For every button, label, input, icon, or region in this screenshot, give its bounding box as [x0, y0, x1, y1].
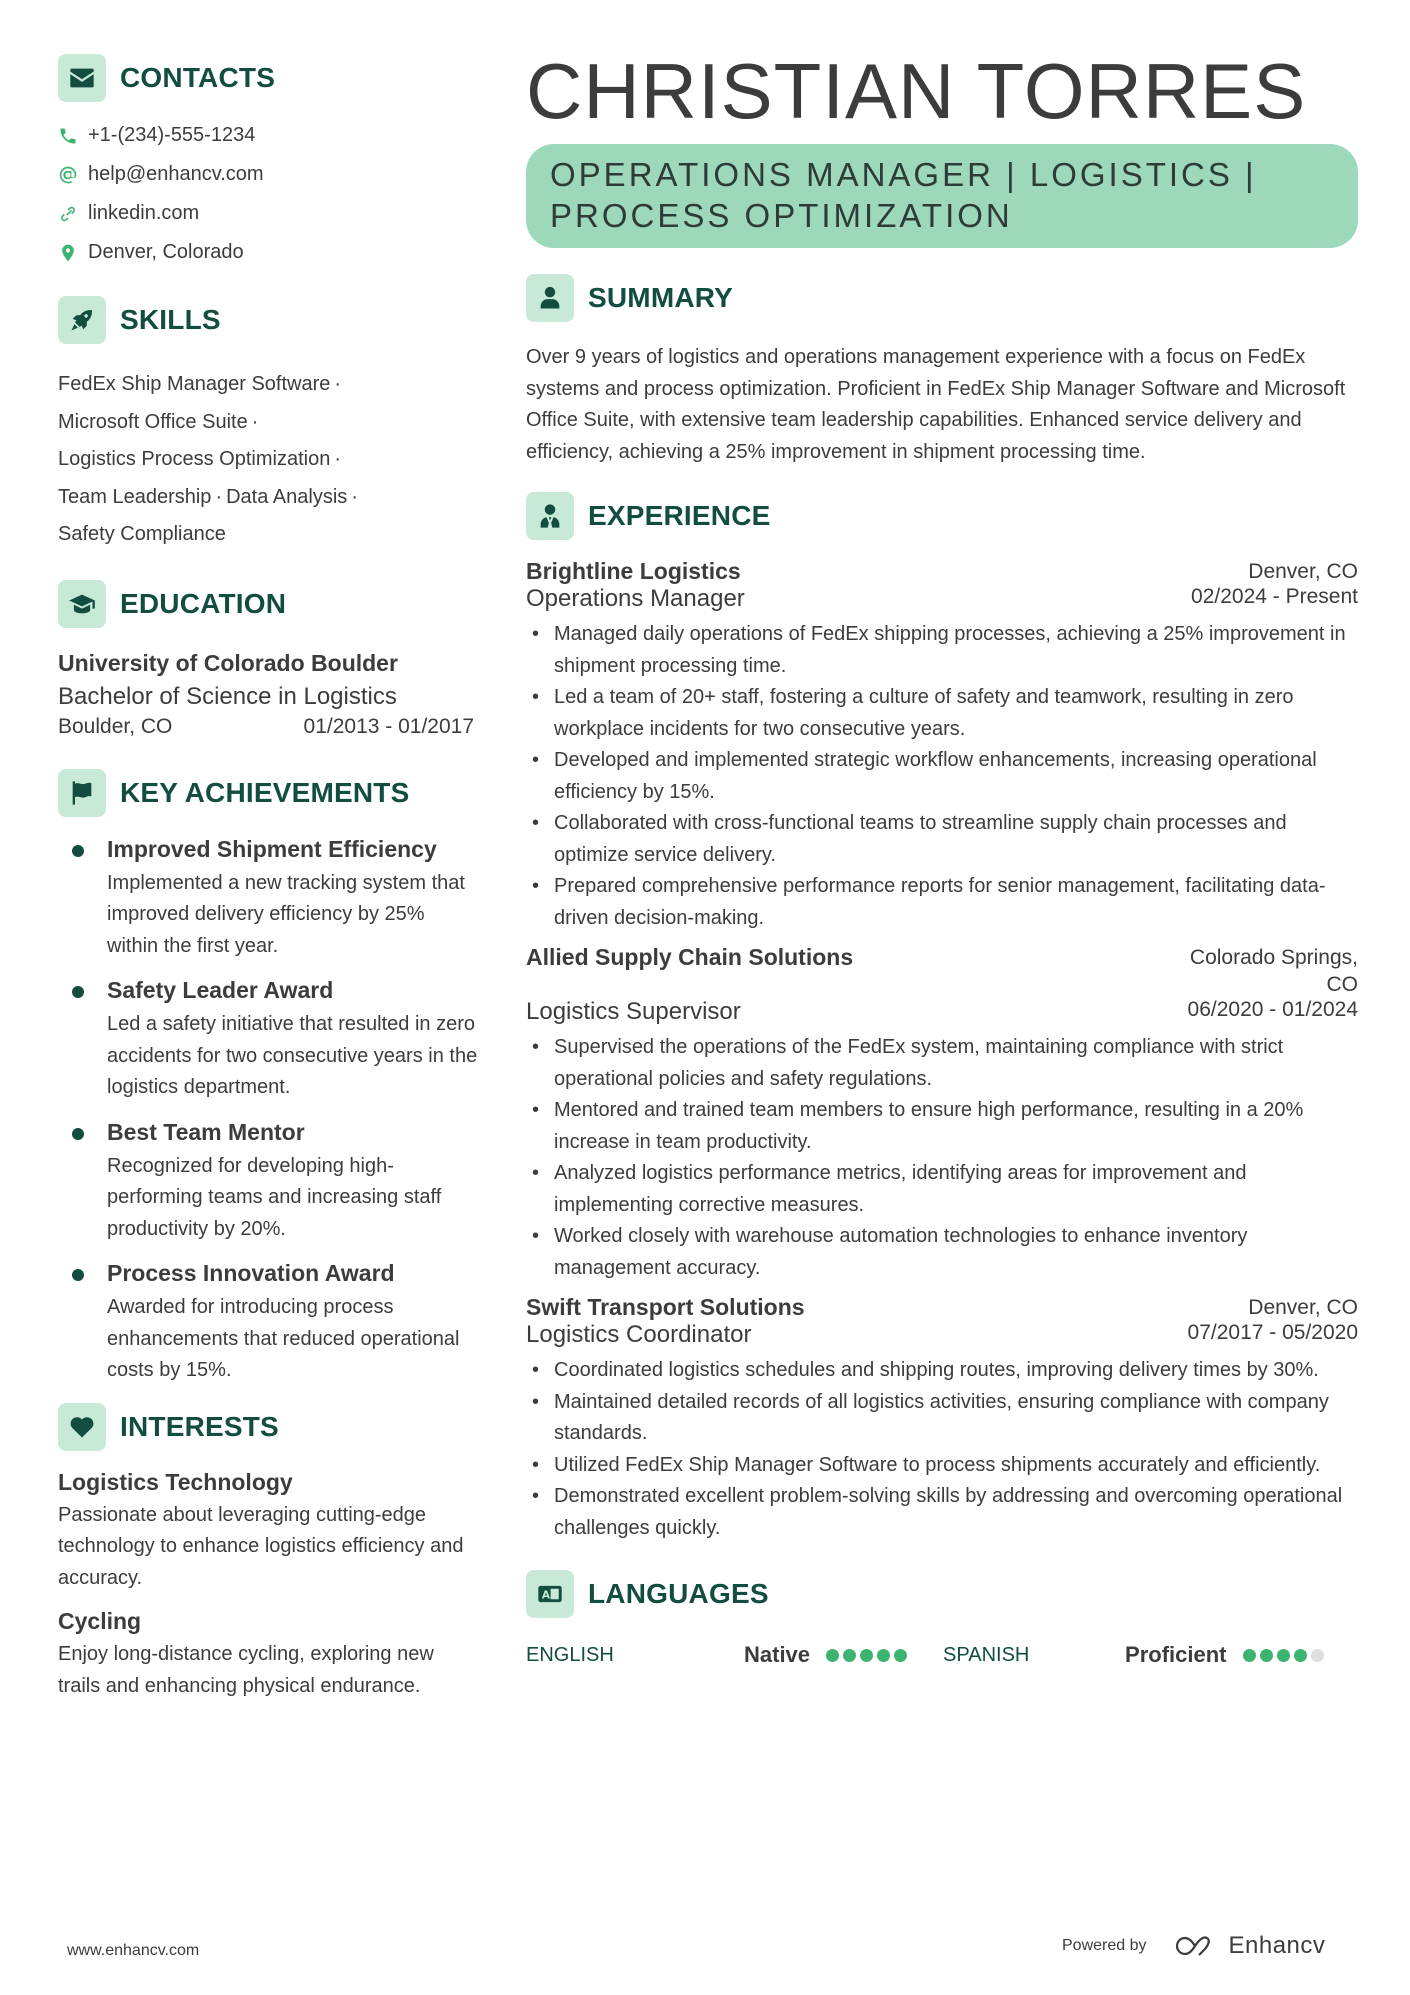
achievements-header — [58, 769, 478, 817]
footer-branding — [1062, 1932, 1325, 1960]
skill-line: Team Leadership · Data Analysis · — [58, 485, 358, 508]
school-name: University of Colorado Boulder — [58, 649, 398, 676]
contact-list — [58, 116, 478, 272]
proficiency-dots — [826, 1649, 911, 1662]
language-level: Native — [744, 1642, 811, 1667]
phone-icon — [58, 126, 78, 146]
job-subheader — [526, 1321, 1358, 1349]
achievement-title: Safety Leader Award — [107, 977, 334, 1003]
interest-item — [58, 1608, 478, 1702]
company-name: Allied Supply Chain Solutions — [526, 944, 854, 970]
language-level: Proficient — [1125, 1642, 1227, 1667]
job-bullets — [526, 1032, 1358, 1284]
job-bullet: • Utilized FedEx Ship Manager Software to process shipments accurately and efficiently. — [526, 1450, 1358, 1482]
dot-filled — [826, 1649, 839, 1662]
job-location: Denver, CO — [1248, 1296, 1358, 1319]
right-column — [526, 48, 1358, 1668]
flag-icon — [58, 769, 106, 817]
link-icon — [58, 204, 78, 224]
powered-by-label: Powered by — [1062, 1937, 1147, 1954]
achievement-title: Process Innovation Award — [107, 1260, 395, 1286]
job-bullet: • Managed daily operations of FedEx shipping processes, achieving a 25% improvement in shipment processing time. — [526, 619, 1358, 682]
job-title: OPERATIONS MANAGER | LOGISTICS | PROCESS OPTIMIZATION — [550, 156, 1257, 234]
job-bullet: • Analyzed logistics performance metrics, identifying areas for improvement and implementing corrective measures. — [526, 1158, 1358, 1221]
job-dates: 06/2020 - 01/2024 — [1187, 998, 1358, 1021]
contact-phone[interactable] — [58, 116, 478, 155]
section-title: SKILLS — [120, 304, 221, 335]
job-header — [526, 558, 1358, 585]
education-location: Boulder, CO — [58, 714, 173, 738]
education-meta — [58, 715, 474, 739]
skills-header — [58, 296, 478, 344]
dot-filled — [860, 1649, 873, 1662]
dot-filled — [1260, 1649, 1273, 1662]
contact-email[interactable] — [58, 155, 478, 194]
language-name: ENGLISH — [526, 1643, 614, 1666]
skill-item: Safety Compliance — [58, 523, 226, 545]
job-header — [526, 944, 1358, 998]
experience-section — [526, 492, 1358, 1544]
job-bullet: • Mentored and trained team members to ensure high performance, resulting in a 20% increase in team productivity. — [526, 1095, 1358, 1158]
location-pin-icon — [58, 243, 78, 263]
heart-icon — [58, 1403, 106, 1451]
dot-filled — [877, 1649, 890, 1662]
dot-filled — [894, 1649, 907, 1662]
summary-text: Over 9 years of logistics and operations management experience with a focus on FedEx systems and process optimization. Proficient in FedEx Ship Manager Software and Microsoft Office Suite, with extensive team leadership capabilities. Enhanced service delivery and efficiency, achieving a 25% improvement in shipment processing time. — [526, 346, 1346, 463]
interest-title: Logistics Technology — [58, 1468, 293, 1495]
translate-icon — [526, 1570, 574, 1618]
job-bullet: • Maintained detailed records of all logistics activities, ensuring compliance with company standards. — [526, 1387, 1358, 1450]
job-bullets — [526, 619, 1358, 934]
experience-header — [526, 492, 1358, 540]
languages-section — [526, 1570, 1358, 1668]
section-title: SUMMARY — [588, 282, 734, 313]
dot-filled — [1243, 1649, 1256, 1662]
skill-line: FedEx Ship Manager Software · — [58, 373, 342, 395]
job-role: Logistics Supervisor — [526, 998, 741, 1025]
summary-section — [526, 274, 1358, 468]
interest-title: Cycling — [58, 1608, 142, 1634]
at-icon — [58, 165, 78, 185]
skill-item: Microsoft Office Suite — [58, 410, 248, 433]
skill-line: Microsoft Office Suite · — [58, 410, 259, 433]
interests-header — [58, 1403, 478, 1451]
interests-section — [58, 1403, 478, 1703]
job-location: Colorado Springs, CO — [1189, 946, 1358, 996]
job-subheader — [526, 998, 1358, 1026]
brand-logo[interactable] — [1173, 1932, 1326, 1960]
education-section — [58, 580, 478, 739]
skills-list — [58, 366, 478, 554]
job-entry — [526, 944, 1358, 1284]
achievements-section — [58, 769, 478, 1387]
job-dates: 07/2017 - 05/2020 — [1187, 1321, 1358, 1344]
achievement-desc: Awarded for introducing process enhancements that reduced operational costs by 15%. — [107, 1296, 460, 1381]
dot-filled — [843, 1649, 856, 1662]
language-name: SPANISH — [943, 1643, 1030, 1666]
education-header — [58, 580, 478, 628]
bullet-icon — [72, 1128, 84, 1140]
graduation-cap-icon — [58, 580, 106, 628]
contact-value: +1-(234)-555-1234 — [88, 124, 256, 146]
achievement-desc: Led a safety initiative that resulted in zero accidents for two consecutive years in the logistics department. — [107, 1013, 478, 1098]
job-bullet: • Demonstrated excellent problem-solving skills by addressing and overcoming operational challenges quickly. — [526, 1481, 1358, 1544]
interest-item — [58, 1469, 478, 1595]
skill-item: Team Leadership — [58, 485, 212, 508]
achievement-item — [58, 835, 478, 963]
job-bullet: • Developed and implemented strategic workflow enhancements, increasing operational efficiency by 15%. — [526, 745, 1358, 808]
achievement-title: Improved Shipment Efficiency — [107, 835, 437, 862]
section-title: CONTACTS — [120, 62, 276, 93]
user-icon — [526, 274, 574, 322]
contacts-header — [58, 54, 478, 102]
education-dates: 01/2013 - 01/2017 — [303, 714, 474, 738]
job-entry — [526, 1294, 1358, 1544]
section-title: KEY ACHIEVEMENTS — [120, 776, 410, 808]
summary-header — [526, 274, 1358, 322]
job-entry — [526, 558, 1358, 934]
achievement-item — [58, 1118, 478, 1246]
job-bullet: • Collaborated with cross-functional teams to streamline supply chain processes and optimize service delivery. — [526, 808, 1358, 871]
bullet-icon — [72, 1269, 84, 1281]
section-title: INTERESTS — [120, 1410, 279, 1442]
achievement-list — [58, 835, 478, 1387]
interest-desc: Enjoy long-distance cycling, exploring new trails and enhancing physical endurance. — [58, 1643, 434, 1697]
job-dates: 02/2024 - Present — [1191, 585, 1358, 608]
skills-section — [58, 296, 478, 554]
skill-line — [58, 516, 478, 554]
skill-item: FedEx Ship Manager Software — [58, 373, 331, 395]
job-bullets — [526, 1355, 1358, 1544]
user-tie-icon — [526, 492, 574, 540]
contact-value: linkedin.com — [88, 202, 200, 224]
left-column — [58, 54, 478, 1702]
achievement-title: Best Team Mentor — [107, 1118, 305, 1145]
contact-value: Denver, Colorado — [88, 241, 244, 263]
language-list — [526, 1642, 1358, 1668]
bullet-icon — [72, 986, 84, 998]
achievement-desc: Recognized for developing high-performing teams and increasing staff productivity by 20%. — [107, 1154, 442, 1240]
job-bullet: • Prepared comprehensive performance reports for senior management, facilitating data-driven decision-making. — [526, 871, 1358, 934]
candidate-name: CHRISTIAN TORRES — [526, 47, 1307, 135]
job-bullet: • Supervised the operations of the FedEx system, maintaining compliance with strict operational policies and safety regulations. — [526, 1032, 1358, 1095]
job-bullet: • Led a team of 20+ staff, fostering a culture of safety and teamwork, resulting in zero workplace incidents for two consecutive years. — [526, 682, 1358, 745]
languages-header — [526, 1570, 1358, 1618]
contact-location — [58, 233, 478, 272]
achievement-desc: Implemented a new tracking system that improved delivery efficiency by 25% within the first year. — [107, 871, 465, 957]
skill-line: Logistics Process Optimization · — [58, 448, 341, 470]
dot-filled — [1277, 1649, 1290, 1662]
job-title-banner — [526, 144, 1358, 248]
company-name: Swift Transport Solutions — [526, 1294, 805, 1320]
job-bullet: • Coordinated logistics schedules and shipping routes, improving delivery times by 30%. — [526, 1355, 1358, 1387]
contact-linkedin[interactable] — [58, 194, 478, 233]
section-title: LANGUAGES — [588, 1578, 769, 1609]
company-name: Brightline Logistics — [526, 558, 741, 584]
job-bullet: • Worked closely with warehouse automation technologies to enhance inventory management accuracy. — [526, 1221, 1358, 1284]
footer-website[interactable]: www.enhancv.com — [67, 1942, 200, 1959]
bullet-icon — [72, 845, 84, 857]
job-header — [526, 1294, 1358, 1321]
envelope-icon — [58, 54, 106, 102]
rocket-icon — [58, 296, 106, 344]
section-title: EDUCATION — [120, 587, 287, 619]
section-title: EXPERIENCE — [588, 500, 771, 531]
proficiency-dots — [1243, 1649, 1328, 1662]
brand-name: Enhancv — [1228, 1932, 1326, 1959]
enhancv-logo-icon — [1173, 1933, 1219, 1959]
job-location: Denver, CO — [1248, 560, 1358, 583]
skill-item: Logistics Process Optimization — [58, 448, 331, 470]
achievement-item — [58, 976, 478, 1104]
dot-filled — [1294, 1649, 1307, 1662]
dot-empty — [1311, 1649, 1324, 1662]
skill-item: Data Analysis — [226, 485, 348, 508]
svg-text:A: A — [541, 1589, 550, 1602]
achievement-item — [58, 1259, 478, 1387]
interest-desc: Passionate about leveraging cutting-edge technology to enhance logistics efficiency and accuracy. — [58, 1503, 464, 1589]
degree: Bachelor of Science in Logistics — [58, 682, 397, 710]
job-role: Operations Manager — [526, 585, 745, 612]
contacts-section — [58, 54, 478, 272]
contact-value: help@enhancv.com — [88, 163, 264, 185]
job-role: Logistics Coordinator — [526, 1321, 752, 1348]
job-subheader — [526, 585, 1358, 613]
